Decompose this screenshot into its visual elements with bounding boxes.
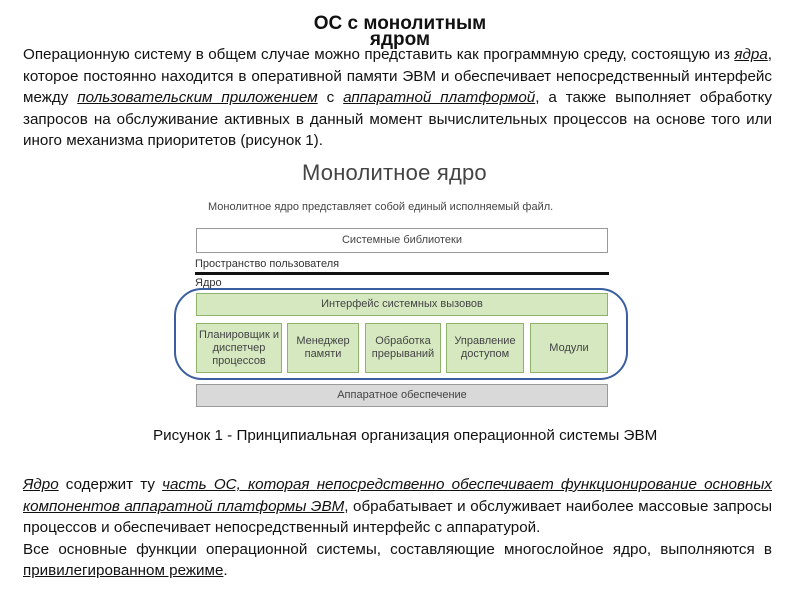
body-text-2: , обрабатывает и обслуживает наиболее массовые запросы процессов и обеспечивает непосредственный интерфейс с аппаратурой. (23, 497, 772, 537)
body-text-3: Все основные функции операционной системы, составляющие многослойное ядро, выполняются в (23, 540, 772, 558)
diagram-title: Монолитное ядро (302, 160, 487, 185)
body-text-4: . (223, 562, 228, 580)
memory-manager-box: Менеджер памяти (287, 323, 359, 373)
page-title-line1: ОС с монолитным (313, 13, 487, 34)
syscall-interface-box: Интерфейс системных вызовов (196, 293, 608, 316)
access-control-box: Управление доступом (446, 323, 524, 373)
kernel-boundary-line (195, 272, 609, 275)
body-paragraph (23, 474, 772, 582)
kernel-label: Ядро (195, 277, 222, 289)
intro-text-1: Операционную систему в общем случае можно представить как программную среду, состоящую из (23, 46, 735, 63)
link-hardware-platform[interactable]: аппаратной платформой (343, 89, 536, 107)
figure-caption: Рисунок 1 - Принципиальная организация операционной системы ЭВМ (153, 427, 658, 444)
hardware-box: Аппаратное обеспечение (196, 384, 608, 407)
link-kernel-2[interactable]: Ядро (23, 476, 59, 493)
link-user-application[interactable]: пользовательским приложением (77, 89, 318, 107)
intro-text-3: с (317, 89, 344, 107)
intro-paragraph (23, 44, 772, 170)
system-libraries-box: Системные библиотеки (196, 228, 608, 253)
link-privileged-mode[interactable]: привилегированном режиме (23, 562, 224, 580)
link-kernel[interactable]: ядра (734, 46, 768, 63)
interrupt-handling-box: Обработка прерываний (365, 323, 441, 373)
user-space-label: Пространство пользователя (195, 258, 340, 270)
page-title-line2: ядром (369, 29, 431, 50)
link-os-part[interactable]: часть ОС, которая непосредственно обеспечивает функционирование основных компонентов аппаратной платформы ЭВМ (23, 476, 772, 515)
modules-box: Модули (530, 323, 608, 373)
body-text-1: содержит ту (58, 476, 163, 493)
intro-text-2: , которое постоянно находится в оперативной памяти ЭВМ и обеспечивает непосредственный интерфейс между (23, 46, 772, 107)
monolithic-kernel-diagram (190, 158, 620, 413)
diagram-subtitle: Монолитное ядро представляет собой единый исполняемый файл. (208, 201, 554, 213)
scheduler-box: Планировщик и диспетчер процессов (196, 323, 282, 373)
intro-text-4: , а также выполняет обработку запросов на обслуживание активных в данный момент вычислительных процессов на основе того или иного механизма приоритетов (рисунок 1). (23, 89, 772, 150)
